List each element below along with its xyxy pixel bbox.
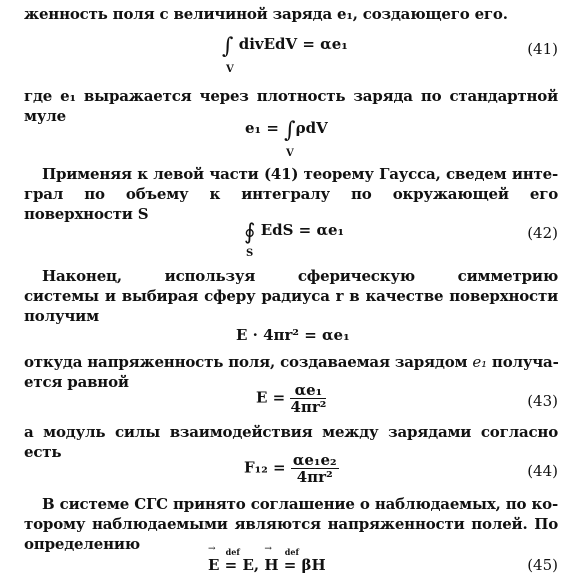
text-line: Применяя к левой части (41) теорему Гаусса, сведем инте- — [42, 165, 558, 183]
numerator: αe₁e₂ — [292, 451, 337, 469]
equation-part: = βH — [283, 556, 326, 574]
equation-body: divEdV = αe₁ — [238, 35, 348, 53]
equation-41 — [222, 34, 348, 59]
text-span: откуда напряженность поля, создаваемая зарядом — [24, 353, 468, 371]
vector-symbol: → H — [264, 556, 278, 574]
text-line: грал по объему к интегралу по окружающей его — [24, 185, 558, 203]
equation-number: (43) — [527, 392, 558, 410]
integral-limit: V — [226, 64, 234, 75]
text-line: ется равной — [24, 373, 129, 391]
equation-body: EdS = αe₁ — [260, 221, 345, 239]
text-line: определению — [24, 535, 140, 553]
text-line: В системе СГС принято соглашение о наблюдаемых, по ко- — [42, 495, 558, 513]
text-span: получа- — [486, 353, 559, 371]
denominator: 4πr² — [290, 398, 327, 416]
equation-45 — [208, 547, 326, 574]
equation-e1 — [245, 118, 328, 143]
equation-number: (44) — [527, 462, 558, 480]
text-line: есть — [24, 443, 62, 461]
equation-number: (45) — [527, 556, 558, 574]
text-line: получим — [24, 307, 99, 325]
equation-left: F₁₂ = — [244, 458, 291, 477]
text-line: женность поля с величиной заряда e₁, создающего его. — [24, 5, 508, 23]
equation-part: = E, — [224, 556, 265, 574]
integral-sign: ∫ — [222, 34, 234, 59]
equation-left: e₁ = — [245, 119, 285, 137]
text-line: Наконец, используя сферическую симметрию — [42, 267, 558, 285]
equation-number: (41) — [527, 40, 558, 58]
numerator: αe₁ — [290, 382, 326, 399]
text-line: где e₁ выражается через плотность заряда по стандартной — [24, 87, 558, 105]
fraction — [290, 382, 326, 415]
equation-number: (42) — [527, 224, 558, 242]
text-line: системы и выбирая сферу радиуса r в качестве поверхности — [24, 287, 558, 305]
equation-gauss: E · 4πr² = αe₁ — [236, 326, 350, 344]
text-line — [24, 352, 558, 372]
text-span: e₁ — [472, 353, 487, 371]
integral-sign: ∫ — [284, 118, 296, 143]
equation-43 — [256, 382, 326, 415]
def-label: def — [225, 547, 240, 557]
equation-left: E = — [256, 388, 291, 407]
vector-symbol: → E — [208, 556, 219, 574]
def-label: def — [284, 547, 299, 557]
text-line: поверхности S — [24, 205, 149, 223]
contour-integral-sign: ∮ — [244, 220, 256, 245]
integral-limit: S — [246, 248, 254, 259]
denominator: 4πr² — [296, 468, 333, 486]
equation-44 — [244, 452, 339, 485]
text-line: торому наблюдаемыми являются напряженности полей. По — [24, 515, 558, 533]
integral-limit: V — [286, 148, 294, 159]
fraction — [291, 452, 339, 485]
text-line: муле — [24, 107, 66, 125]
equation-42 — [244, 220, 344, 245]
text-line: а модуль силы взаимодействия между зарядами согласно — [24, 423, 558, 441]
equation-body: ρdV — [295, 119, 328, 137]
